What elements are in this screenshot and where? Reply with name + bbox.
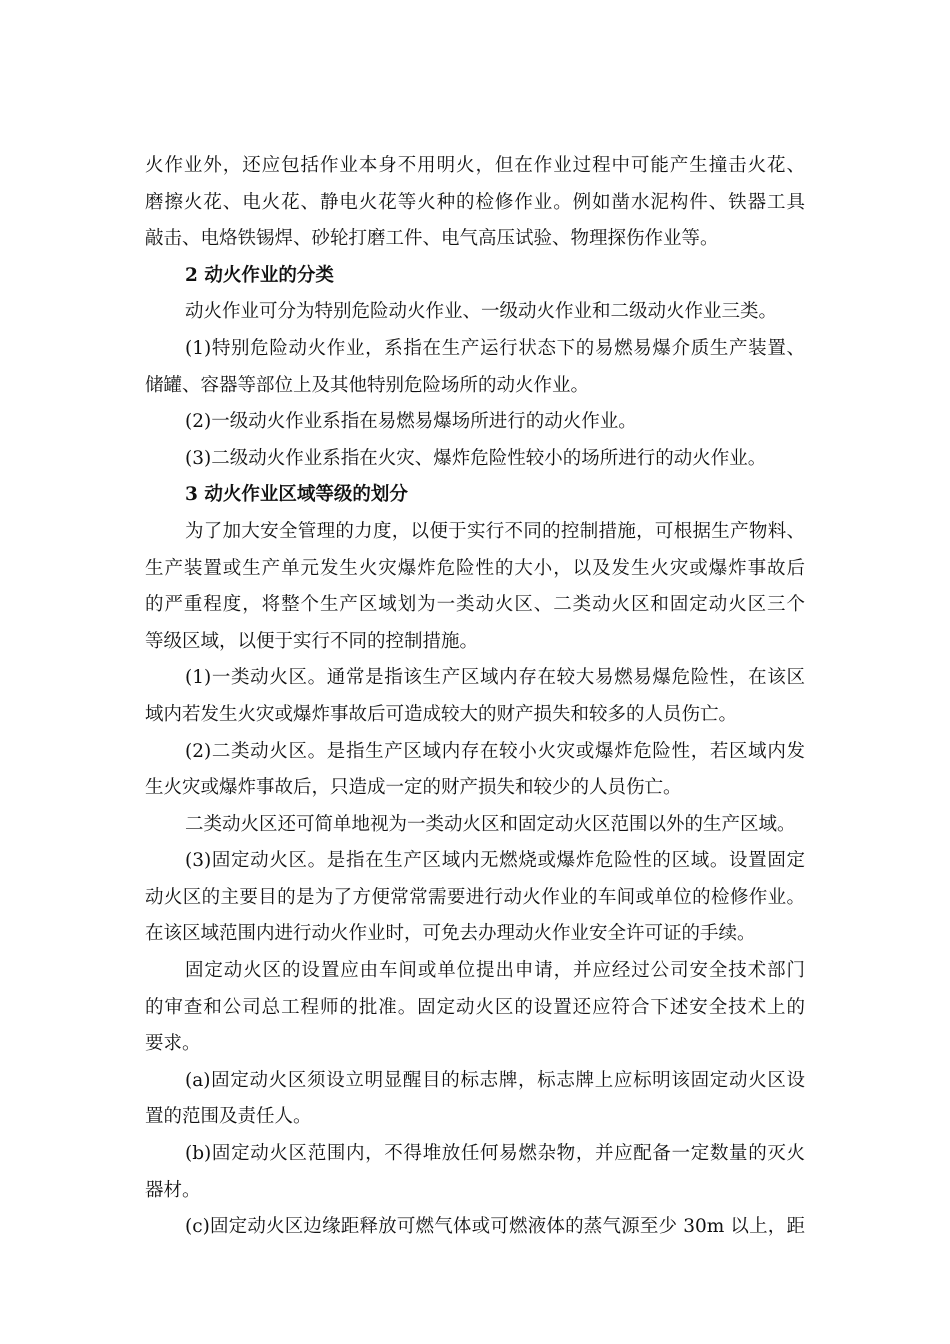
text-line: 生产装置或生产单元发生火灾爆炸危险性的大小，以及发生火灾或爆炸事故后 (145, 557, 805, 579)
text-line: 为了加大安全管理的力度，以便于实行不同的控制措施，可根据生产物料、 (185, 520, 805, 542)
paragraph (145, 807, 805, 844)
text-line: (a)固定动火区须设立明显醒目的标志牌，标志牌上应标明该固定动火区设 (185, 1069, 805, 1091)
text-line: 固定动火区的设置应由车间或单位提出申请，并应经过公司安全技术部门 (185, 960, 805, 982)
heading-text: 2 动火作业的分类 (185, 264, 334, 286)
text-line: 置的范围及责任人。 (145, 1106, 312, 1128)
section-heading (145, 477, 805, 514)
text-line: 磨擦火花、电火花、静电火花等火种的检修作业。例如凿水泥构件、铁器工具 (145, 191, 805, 213)
text-line: 要求。 (145, 1033, 201, 1055)
text-line: 域内若发生火灾或爆炸事故后可造成较大的财产损失和较多的人员伤亡。 (145, 703, 738, 725)
text-line: 的审查和公司总工程师的批准。固定动火区的设置还应符合下述安全技术上的 (145, 996, 805, 1018)
text-line: 器材。 (145, 1179, 201, 1201)
text-line: 二类动火区还可简单地视为一类动火区和固定动火区范围以外的生产区域。 (185, 813, 796, 835)
text-line: (2)一级动火作业系指在易燃易爆场所进行的动火作业。 (185, 411, 637, 433)
text-line: 动火作业可分为特别危险动火作业、一级动火作业和二级动火作业三类。 (185, 301, 778, 323)
text-line: (b)固定动火区范围内，不得堆放任何易燃杂物，并应配备一定数量的灭火 (185, 1143, 805, 1165)
paragraph (145, 953, 805, 1063)
text-line: 生火灾或爆炸事故后，只造成一定的财产损失和较少的人员伤亡。 (145, 777, 682, 799)
text-line: (1)特别危险动火作业，系指在生产运行状态下的易燃易爆介质生产装置、 (185, 337, 805, 359)
paragraph (145, 1209, 805, 1246)
paragraph (145, 148, 805, 258)
paragraph (145, 843, 805, 953)
section-heading (145, 258, 805, 295)
paragraph (145, 404, 805, 441)
paragraph (145, 441, 805, 478)
text-line: 等级区域，以便于实行不同的控制措施。 (145, 630, 479, 652)
paragraph (145, 1063, 805, 1136)
text-line: 的严重程度，将整个生产区域划为一类动火区、二类动火区和固定动火区三个 (145, 594, 805, 616)
paragraph (145, 294, 805, 331)
text-line: 火作业外，还应包括作业本身不用明火，但在作业过程中可能产生撞击火花、 (145, 155, 805, 176)
text-line: (2)二类动火区。是指生产区域内存在较小火灾或爆炸危险性，若区域内发 (185, 740, 805, 762)
paragraph (145, 1136, 805, 1209)
paragraph (145, 514, 805, 660)
text-line: 储罐、容器等部位上及其他特别危险场所的动火作业。 (145, 374, 590, 396)
paragraph (145, 331, 805, 404)
heading-text: 3 动火作业区域等级的划分 (185, 484, 408, 506)
text-line: 敲击、电烙铁锡焊、砂轮打磨工件、电气高压试验、物理探伤作业等。 (145, 228, 719, 250)
text-line: 在该区域范围内进行动火作业时，可免去办理动火作业安全许可证的手续。 (145, 923, 756, 945)
text-line: (1)一类动火区。通常是指该生产区域内存在较大易燃易爆危险性，在该区 (185, 667, 805, 689)
text-line: (3)固定动火区。是指在生产区域内无燃烧或爆炸危险性的区域。设置固定 (185, 850, 805, 872)
text-line: (3)二级动火作业系指在火灾、爆炸危险性较小的场所进行的动火作业。 (185, 447, 767, 469)
text-line: 动火区的主要目的是为了方便常常需要进行动火作业的车间或单位的检修作业。 (145, 886, 805, 908)
text-line: (c)固定动火区边缘距释放可燃气体或可燃液体的蒸气源至少 30m 以上，距 (185, 1216, 805, 1238)
document-page (145, 148, 805, 1246)
paragraph (145, 660, 805, 733)
paragraph (145, 734, 805, 807)
